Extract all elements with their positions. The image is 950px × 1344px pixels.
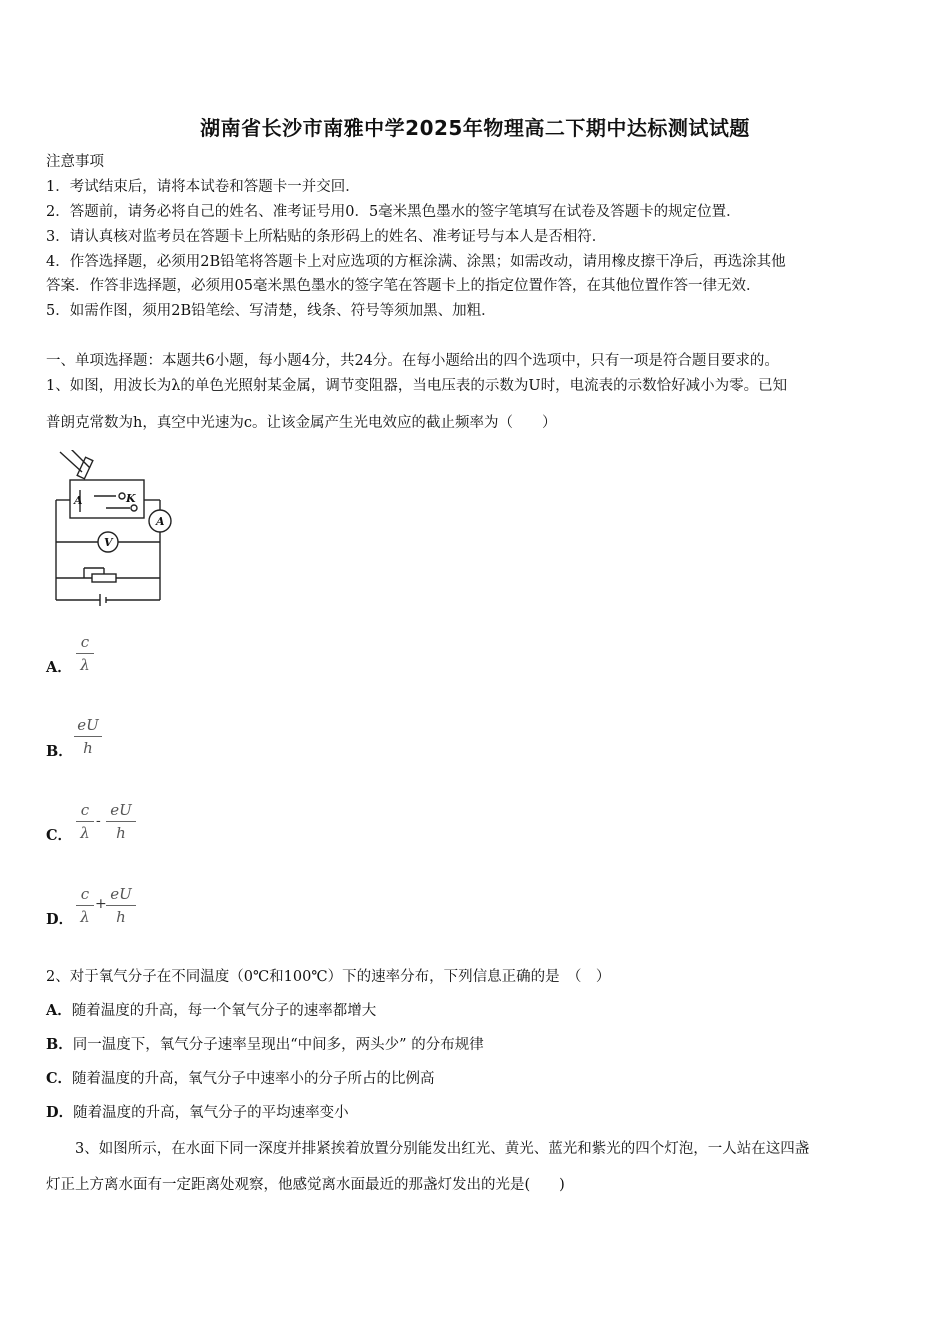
note-item: 2．答题前，请务必将自己的姓名、准考证号用0．5毫米黑色墨水的签字笔填写在试卷及答题卡的规定位置． (46, 204, 741, 220)
denominator: h (83, 739, 93, 757)
numerator: eU (110, 885, 132, 903)
plus-operator: + (95, 896, 107, 912)
minus-operator: - (96, 813, 101, 829)
numerator: c (80, 801, 90, 819)
option-label: B． (46, 1036, 73, 1053)
option-text: 同一温度下，氧气分子速率呈现出“中间多，两头少” 的分布规律 (72, 1037, 484, 1053)
option-a-label: A． (46, 659, 72, 676)
note-item: 3．请认真核对监考员在答题卡上所粘贴的条形码上的姓名、准考证号与本人是否相符． (46, 229, 607, 245)
question-1-stem-line-2: 普朗克常数为h，真空中光速为c。让该金属产生光电效应的截止频率为（ ） (46, 415, 557, 431)
option-d-fraction-2 (106, 884, 136, 927)
denominator: λ (80, 824, 90, 842)
option-c-label: C． (46, 827, 73, 844)
note-item: 答案．作答非选择题，必须用05毫米黑色墨水的签字笔在答题卡上的指定位置作答，在其他位置作答一律无效． (46, 278, 761, 294)
notes-heading: 注意事项 (46, 154, 104, 170)
denominator: λ (80, 656, 90, 674)
page-title: 湖南省长沙市南雅中学2025年物理高二下期中达标测试试题 (200, 116, 750, 140)
light-ray (60, 452, 82, 472)
question-2-option-b (46, 1035, 484, 1055)
note-item: 1．考试结束后，请将本试卷和答题卡一并交回． (46, 179, 360, 195)
question-1-stem-line-1: 1、如图，用波长为λ的单色光照射某金属，调节变阻器，当电压表的示数为U时，电流表的示数恰好减小为零。已知 (46, 378, 788, 394)
ammeter-label: A (156, 515, 165, 528)
question-2-option-c (46, 1069, 435, 1089)
option-c-fraction-2 (106, 800, 136, 843)
question-3-stem-line-1: 3、如图所示，在水面下同一深度并排紧挨着放置分别能发出红光、黄光、蓝光和紫光的四个灯泡，一人站在这四盏 (46, 1141, 810, 1157)
anode-label: A (74, 494, 83, 507)
option-text: 随着温度的升高，每一个氧气分子的速率都增大 (71, 1003, 377, 1019)
question-3-stem-line-2: 灯正上方离水面有一定距离处观察，他感觉离水面最近的那盏灯发出的光是( ) (46, 1177, 565, 1193)
terminal-icon (131, 505, 137, 511)
option-label: D． (46, 1104, 74, 1121)
note-item: 4．作答选择题，必须用2B铅笔将答题卡上对应选项的方框涂满、涂黑；如需改动，请用橡皮擦干净后，再选涂其他 (46, 254, 786, 270)
voltmeter-label: V (104, 536, 113, 549)
denominator: h (116, 824, 126, 842)
terminal-icon (119, 493, 125, 499)
note-item: 5．如需作图，须用2B铅笔绘、写清楚，线条、符号等须加黑、加粗． (46, 303, 496, 319)
section-heading: 一、单项选择题：本题共6小题，每小题4分，共24分。在每小题给出的四个选项中，只有一项是符合题目要求的。 (46, 353, 779, 369)
option-a-fraction (76, 632, 94, 675)
cathode-label: K (126, 492, 136, 505)
option-c-fraction-1 (76, 800, 94, 843)
question-2-option-a (46, 1001, 376, 1021)
option-text: 随着温度的升高，氧气分子中速率小的分子所占的比例高 (72, 1071, 435, 1087)
rheostat-icon (92, 574, 116, 582)
option-d-label: D． (46, 911, 74, 928)
numerator: eU (110, 801, 132, 819)
question-2-stem: 2、对于氧气分子在不同温度（0℃和100℃）下的速率分布，下列信息正确的是 （ ） (46, 969, 611, 985)
question-2-option-d (46, 1103, 349, 1123)
option-b-label: B． (46, 743, 73, 760)
denominator: λ (80, 908, 90, 926)
denominator: h (116, 908, 126, 926)
light-source (77, 457, 93, 479)
option-label: A． (46, 1002, 72, 1019)
option-text: 随着温度的升高，氧气分子的平均速率变小 (73, 1105, 349, 1121)
option-b-fraction (74, 715, 102, 758)
option-label: C． (46, 1070, 73, 1087)
option-d-fraction-1 (76, 884, 94, 927)
photoelectric-circuit-figure (44, 450, 179, 610)
light-ray (70, 450, 90, 468)
numerator: c (80, 885, 90, 903)
numerator: eU (77, 716, 99, 734)
numerator: c (80, 633, 90, 651)
